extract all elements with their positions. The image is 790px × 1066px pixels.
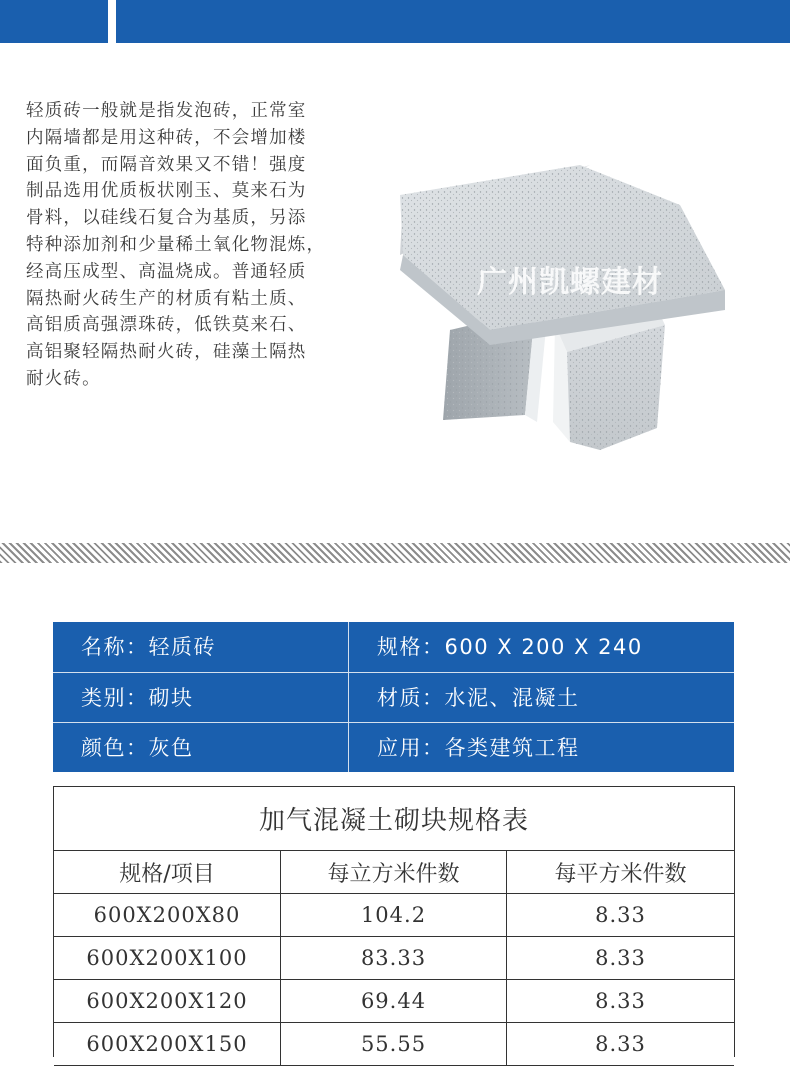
header-cell: 每平方米件数 <box>554 861 687 887</box>
info-row <box>53 723 734 771</box>
intro-line: 骨料，以硅线石复合为基质，另添 <box>26 208 307 229</box>
spec-table-title: 加气混凝土砌块规格表 <box>54 787 734 851</box>
top-banner-right-block <box>116 0 790 43</box>
table-cell: 8.33 <box>595 946 646 970</box>
table-cell: 104.2 <box>281 894 507 936</box>
info-color: 颜色：灰色 <box>81 736 194 760</box>
table-cell: 8.33 <box>595 1032 646 1056</box>
top-banner <box>0 0 790 43</box>
header-cell: 规格/项目 <box>54 851 281 893</box>
intro-line: 耐火砖。 <box>26 368 101 389</box>
intro-line: 特种添加剂和少量稀土氧化物混炼， <box>26 234 326 255</box>
info-row <box>53 622 734 670</box>
intro-line: 高铝质高强漂珠砖，低铁莫来石、 <box>26 315 307 336</box>
table-cell: 600X200X150 <box>54 1023 281 1065</box>
spec-table <box>53 786 735 1057</box>
table-cell: 600X200X100 <box>54 937 281 979</box>
top-brick <box>400 165 725 345</box>
info-application: 应用：各类建筑工程 <box>377 736 580 760</box>
table-cell: 55.55 <box>281 1023 507 1065</box>
spec-table-header <box>54 851 734 894</box>
table-row <box>54 1023 734 1066</box>
info-row <box>53 673 734 721</box>
table-row <box>54 937 734 980</box>
watermark-text: 广州凯螺建材 <box>477 265 663 300</box>
top-banner-left-block <box>0 0 108 43</box>
info-category: 类别：砌块 <box>81 686 194 710</box>
intro-line: 面负重，而隔音效果又不错！强度 <box>26 154 307 175</box>
table-row <box>54 980 734 1023</box>
table-cell: 600X200X120 <box>54 980 281 1022</box>
intro-line: 轻质砖一般就是指发泡砖，正常室 <box>26 101 307 121</box>
intro-paragraph <box>26 98 376 393</box>
info-spec: 规格：600 X 200 X 240 <box>377 635 643 659</box>
intro-line: 经高压成型、高温烧成。普通轻质 <box>26 261 307 282</box>
table-cell: 600X200X80 <box>54 894 281 936</box>
section-divider <box>0 543 790 563</box>
info-material: 材质：水泥、混凝土 <box>377 686 580 710</box>
header-cell: 每立方米件数 <box>281 851 507 893</box>
table-cell: 8.33 <box>595 989 646 1013</box>
table-row <box>54 894 734 937</box>
intro-line: 制品选用优质板状刚玉、莫来石为 <box>26 181 307 202</box>
intro-line: 高铝聚轻隔热耐火砖，硅藻土隔热 <box>26 342 307 363</box>
info-name: 名称：轻质砖 <box>81 635 216 659</box>
table-cell: 83.33 <box>281 937 507 979</box>
table-cell: 69.44 <box>281 980 507 1022</box>
intro-line: 内隔墙都是用这种砖，不会增加楼 <box>26 127 307 148</box>
brick-product-photo <box>395 160 725 460</box>
intro-line: 隔热耐火砖生产的材质有粘土质、 <box>26 288 307 309</box>
column-divider <box>348 622 349 772</box>
table-cell: 8.33 <box>595 903 646 927</box>
product-info-table <box>53 622 734 772</box>
